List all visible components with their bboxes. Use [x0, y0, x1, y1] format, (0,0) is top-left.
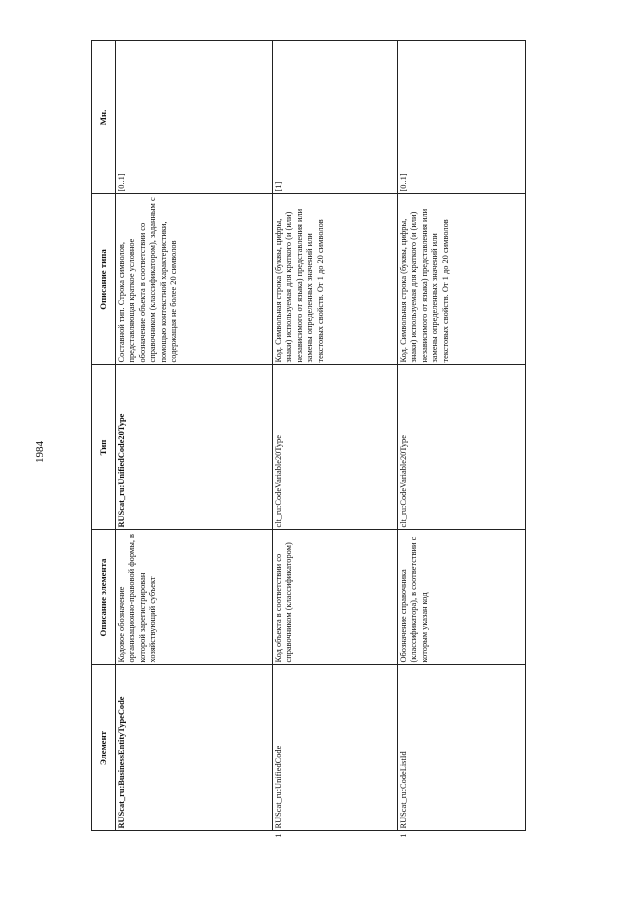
- row-description: Кодовое обозначение организационно-правовой формы, в которой зарегистрирован хозяйствующий субъект: [116, 530, 273, 665]
- row-type: clt_ru:CodeVariable20Type: [273, 365, 398, 530]
- header-description: Описание элемента: [92, 530, 116, 665]
- row-num: [116, 831, 273, 847]
- header-element: Элемент: [92, 665, 116, 831]
- row-type: clt_ru:CodeVariable20Type: [398, 365, 526, 530]
- row-element: RUScat_ru:BusinessEntityTypeCode: [116, 665, 273, 831]
- row-description: Обозначение справочника (классификатора), в соответствии с которым указан код: [398, 530, 526, 665]
- row-mn: [0..1]: [116, 41, 273, 194]
- table-row: [398, 41, 526, 847]
- row-type: RUScat_ru:UnifiedCode20Type: [116, 365, 273, 530]
- row-type-description: Код. Символьная строка (буквы, цифры, знаки) используемая для краткого (и (или) независимого от языка) представления или замены определенных значений или текстовых свойств. От 1 до 20 символов: [398, 194, 526, 365]
- row-num: 1: [398, 831, 526, 847]
- element-table: [91, 41, 526, 848]
- row-mn: [1]: [273, 41, 398, 194]
- row-element: RUScat_ru:CodeListId: [398, 665, 526, 831]
- row-element: RUScat_ru:UnifiedCode: [273, 665, 398, 831]
- table-row: [116, 41, 273, 847]
- table-header-row: [92, 41, 116, 847]
- row-mn: [0..1]: [398, 41, 526, 194]
- rotated-table-container: [91, 41, 525, 847]
- header-type: Тип: [92, 365, 116, 530]
- row-type-description: Код. Символьная строка (буквы, цифры, знаки) используемая для краткого (и (или) независимого от языка) представления или замены определенных значений или текстовых свойств. От 1 до 20 символов: [273, 194, 398, 365]
- header-type-description: Описание типа: [92, 194, 116, 365]
- page-number: 1984: [34, 441, 46, 463]
- row-description: Код объекта в соответствии со справочником (классификатором): [273, 530, 398, 665]
- header-mn: Мн.: [92, 41, 116, 194]
- header-num: [92, 831, 116, 847]
- table-row: [273, 41, 398, 847]
- row-type-description: Составной тип. Строка символов, представляющая краткое условное обозначение объекта в соответствии со справочником (классификатором), заданным с помощью контекстной характеристики, содержащая не более 20 символов: [116, 194, 273, 365]
- row-num: 1: [273, 831, 398, 847]
